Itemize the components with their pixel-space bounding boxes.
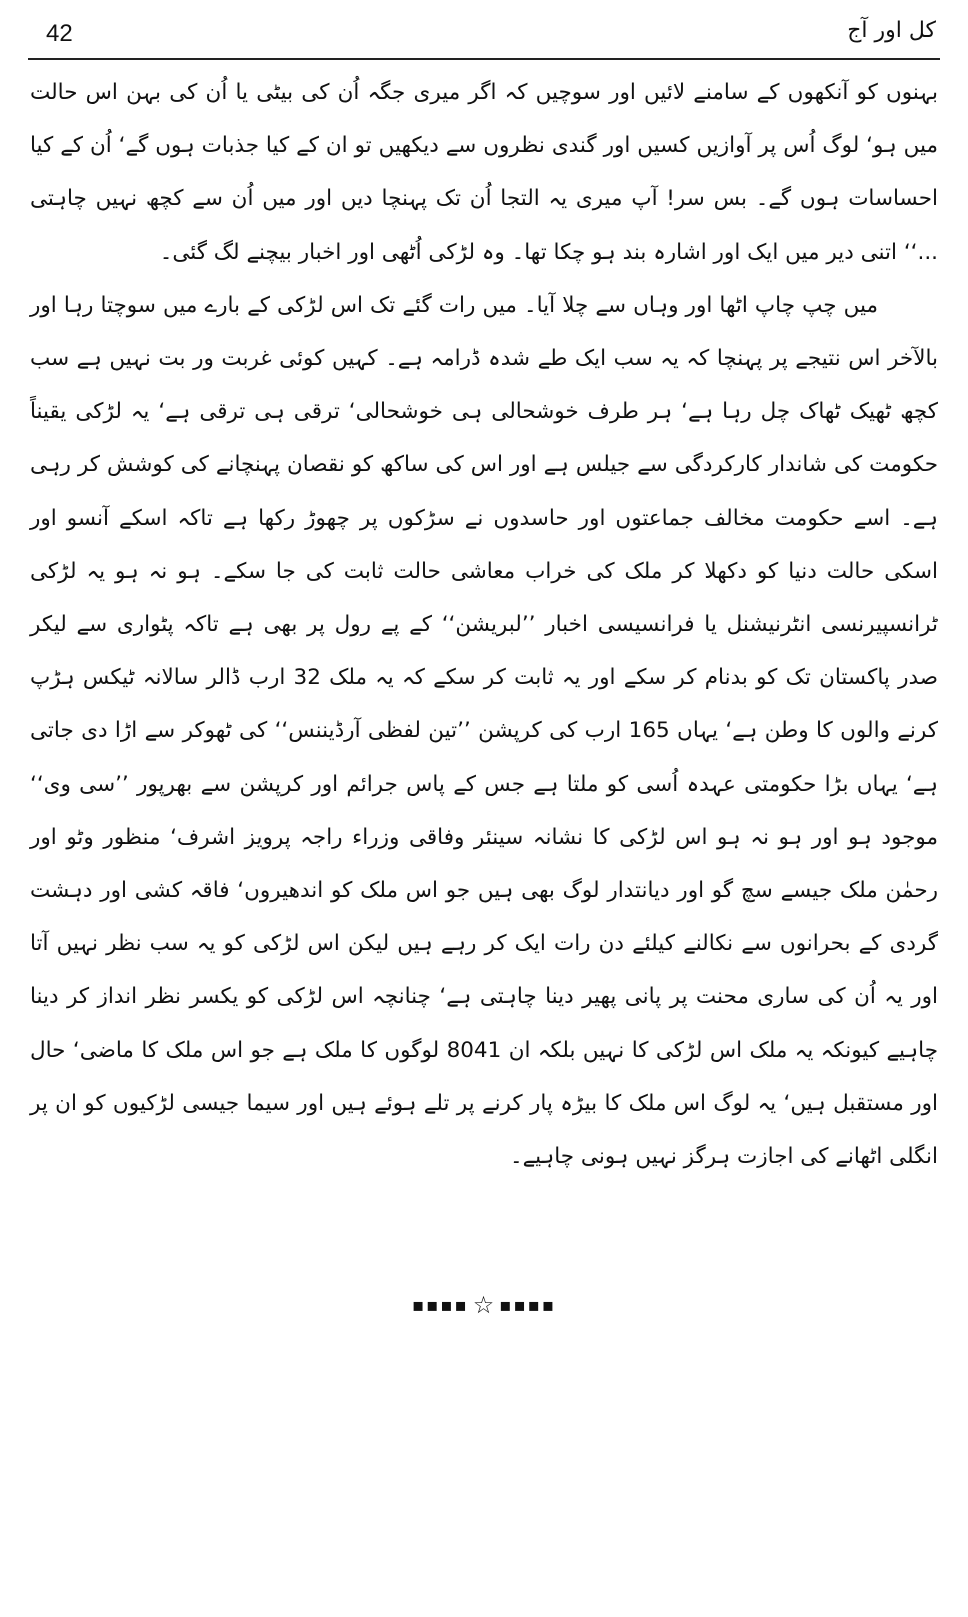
star-icon: ☆ bbox=[472, 1291, 496, 1319]
header-rule bbox=[28, 58, 940, 60]
page-number: 42 bbox=[46, 20, 73, 47]
ornament-dots-right: ▪▪▪▪ bbox=[499, 1294, 557, 1316]
ornament-dots-left: ▪▪▪▪ bbox=[411, 1294, 469, 1316]
section-end-ornament bbox=[0, 1290, 968, 1319]
paragraph-2: میں چپ چاپ اٹھا اور وہاں سے چلا آیا۔ میں رات گئے تک اس لڑکی کے بارے میں سوچتا رہا اور بالآخر اس نتیجے پر پہنچا کہ یہ سب ایک طے شدہ ڈرامہ ہے۔ کہیں کوئی غربت ور بت نہیں ہے سب کچھ ٹھیک ٹھاک چل رہا ہے‘ ہر طرف خوشحالی ہی خوشحالی‘ ترقی ہی ترقی ہے‘ یہ لڑکی یقیناً حکومت کی شاندار کارکردگی سے جیلس ہے اور اس کی ساکھ کو نقصان پہنچانے کی کوشش کر رہی ہے۔ اسے حکومت مخالف جماعتوں اور حاسدوں نے سڑکوں پر چھوڑ رکھا ہے تاکہ اسکے آنسو اور اسکی حالت دنیا کو دکھلا کر ملک کی خراب معاشی حالت ثابت کی جا سکے۔ ہو نہ ہو یہ لڑکی ٹرانسپیرنسی انٹرنیشنل یا فرانسیسی اخبار ’’لبریشن‘‘ کے پے رول پر بھی ہے تاکہ پٹواری سے لیکر صدر پاکستان تک کو بدنام کر سکے اور یہ ثابت کر سکے کہ یہ ملک 32 ارب ڈالر سالانہ ٹیکس ہڑپ کرنے والوں کا وطن ہے‘ یہاں 165 ارب کی کرپشن ’’تین لفظی آرڈیننس‘‘ کی ٹھوکر سے اڑا دی جاتی ہے‘ یہاں بڑا حکومتی عہدہ اُسی کو ملتا ہے جس کے پاس جرائم اور کرپشن سے بھرپور ’’سی وی‘‘ موجود ہو اور ہو نہ ہو اس لڑکی کا نشانہ سینئر وفاقی وزراء راجہ پرویز اشرف‘ منظور وٹو اور رحمٰن ملک جیسے سچ گو اور دیانتدار لوگ بھی ہیں جو اس ملک کو اندھیروں‘ فاقہ کشی اور دہشت گردی کے بحرانوں سے نکالنے کیلئے دن رات ایک کر رہے ہیں لیکن اس لڑکی کو یہ سب نظر نہیں آتا اور یہ اُن کی ساری محنت پر پانی پھیر دینا چاہتی ہے‘ چنانچہ اس لڑکی کو یکسر نظر انداز کر دینا چاہیے کیونکہ یہ ملک اس لڑکی کا نہیں بلکہ ان 8041 لوگوں کا ملک ہے جو اس ملک کا ماضی‘ حال اور مستقبل ہیں‘ یہ لوگ اس ملک کا بیڑہ پار کرنے پر تلے ہوئے ہیں اور سیما جیسی لڑکیوں کو ان پر انگلی اٹھانے کی اجازت ہرگز نہیں ہونی چاہیے۔ bbox=[30, 292, 939, 1170]
running-title: کل اور آج bbox=[847, 18, 936, 43]
body-text bbox=[30, 66, 938, 1183]
paragraph-1: بہنوں کو آنکھوں کے سامنے لائیں اور سوچیں کہ اگر میری جگہ اُن کی بیٹی یا اُن کی بہن اس حالت میں ہو‘ لوگ اُس پر آوازیں کسیں اور گندی نظروں سے دیکھیں تو ان کے کیا جذبات ہوں گے‘ اُن کے کیا احساسات ہوں گے۔ بس سر! آپ میری یہ التجا اُن تک پہنچا دیں اور میں اُن سے کچھ نہیں چاہتی ...‘‘ اتنی دیر میں ایک اور اشارہ بند ہو چکا تھا۔ وہ لڑکی اُٹھی اور اخبار بیچنے لگ گئی۔ bbox=[30, 80, 938, 265]
page-header bbox=[28, 18, 940, 58]
